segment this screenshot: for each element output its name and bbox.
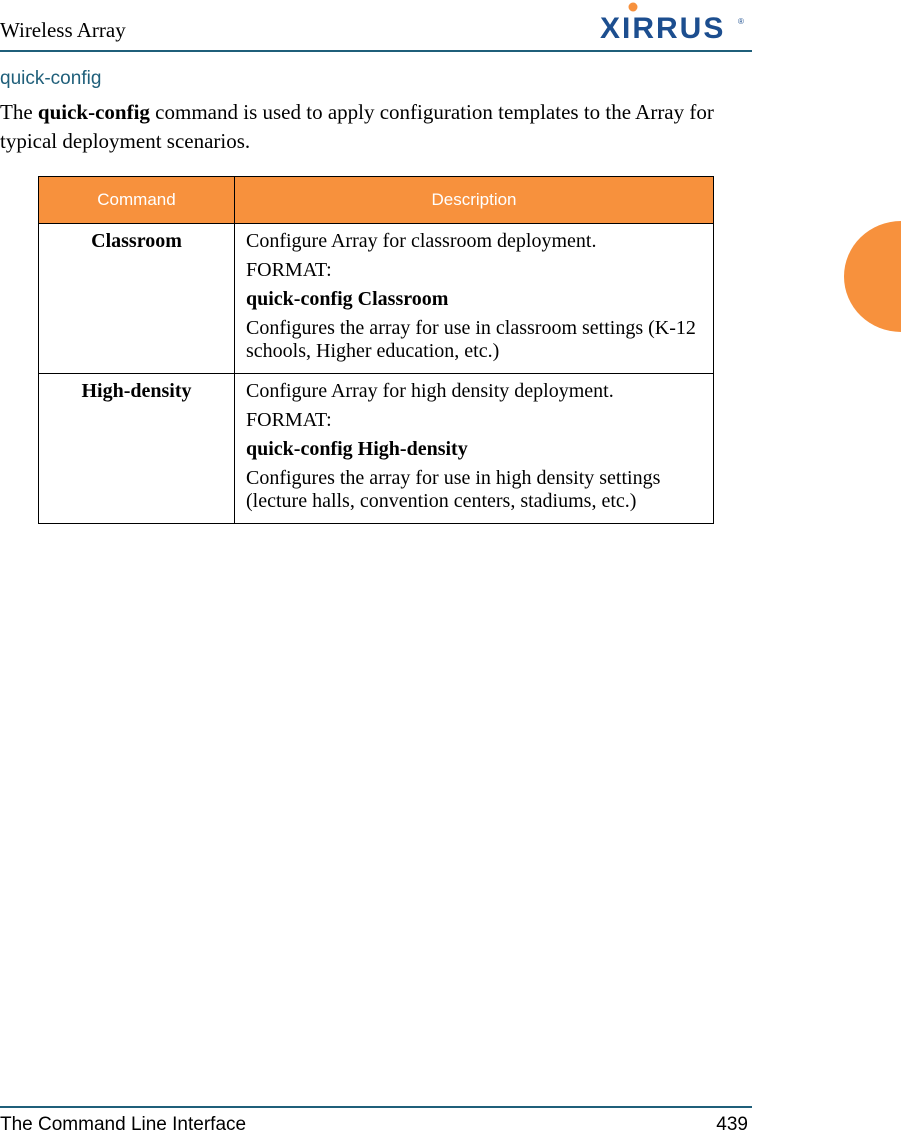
description-details: Configures the array for use in classroom settings (K-12 schools, Higher education, etc.)	[246, 317, 696, 362]
table-row	[39, 374, 714, 524]
command-table	[38, 176, 714, 524]
format-command: quick-config High-density	[246, 438, 468, 460]
intro-prefix: The	[0, 100, 38, 124]
format-label: FORMAT:	[246, 409, 332, 431]
logo-dot-icon	[629, 3, 638, 12]
command-description	[235, 224, 714, 374]
chapter-tab-marker	[844, 221, 901, 332]
intro-paragraph	[0, 98, 752, 156]
registered-mark: ®	[738, 17, 744, 26]
footer-chapter-title: The Command Line Interface	[0, 1114, 247, 1135]
xirrus-logo	[596, 0, 748, 44]
table-row	[39, 224, 714, 374]
running-header-title: Wireless Array	[0, 18, 126, 42]
logo-wordmark: XIRRUS	[600, 12, 726, 44]
format-command: quick-config Classroom	[246, 288, 449, 310]
footer-divider	[0, 1106, 752, 1108]
intro-command: quick-config	[37, 100, 150, 124]
description-summary: Configure Array for classroom deployment.	[246, 230, 597, 252]
description-details: Configures the array for use in high density settings (lecture halls, convention centers, stadiums, etc.)	[246, 467, 661, 512]
command-name: Classroom	[39, 224, 235, 374]
description-summary: Configure Array for high density deployment.	[246, 380, 614, 402]
command-description	[235, 374, 714, 524]
command-name: High-density	[39, 374, 235, 524]
table-header-row	[39, 177, 714, 224]
section-heading: quick-config	[0, 68, 102, 89]
format-label: FORMAT:	[246, 259, 332, 281]
header-divider	[0, 50, 752, 52]
intro-suffix: command is used to apply configuration templates to the Array for typical deployment scenarios.	[0, 100, 714, 153]
page-number: 439	[716, 1114, 748, 1135]
column-header-description: Description	[235, 177, 714, 224]
column-header-command: Command	[39, 177, 235, 224]
